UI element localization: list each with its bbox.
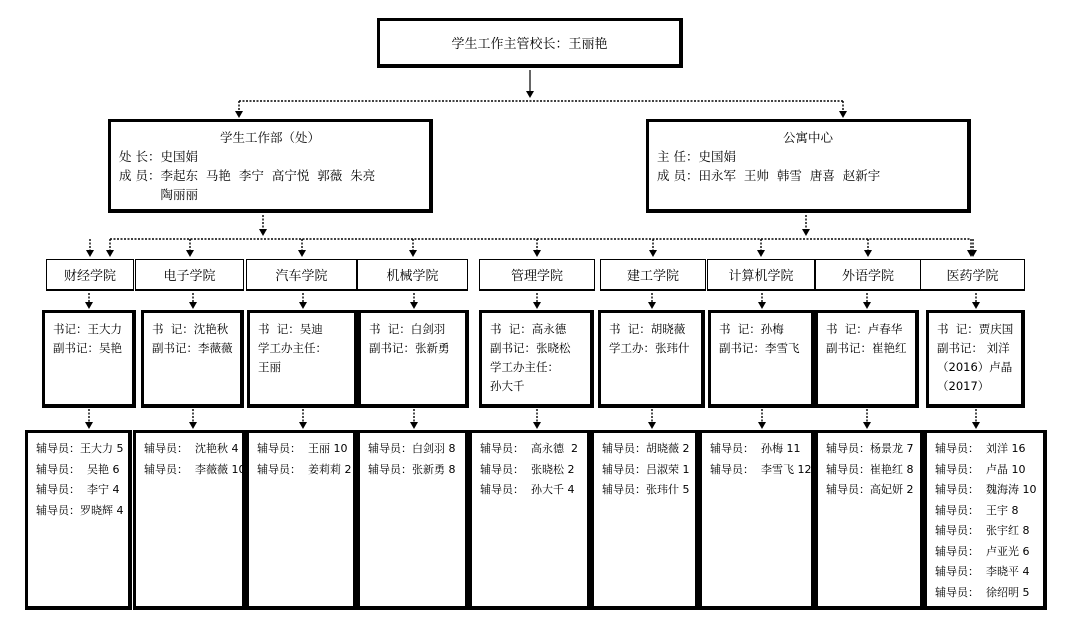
secretary-line: 书 记：卢春华: [826, 322, 903, 336]
arrowhead: [758, 422, 766, 429]
arrowhead: [649, 250, 657, 257]
student-affairs-members-line1: 李起东 马艳 李宁 高宁悦 郭薇 朱亮: [160, 168, 376, 183]
college-name: 财经学院: [63, 269, 116, 284]
counselor-line: 辅导员：张新勇 8: [368, 462, 456, 476]
counselor-line: 辅导员： 孙大千 4: [480, 483, 575, 496]
arrowhead: [533, 302, 541, 309]
college-counselor-box: [25, 430, 132, 610]
college-name-box: [135, 259, 244, 291]
apartment-center-head-label: 主 任：: [657, 149, 699, 164]
college-name-box: [920, 259, 1025, 291]
counselor-line: 辅导员： 魏海涛 10: [935, 483, 1037, 496]
college-name-box: [600, 259, 706, 291]
student-affairs-head-label: 处 长：: [119, 149, 161, 164]
secretary-line: 副书记：崔艳红: [826, 341, 907, 355]
arrowhead: [410, 302, 418, 309]
secretary-line: 学工办主任：: [258, 341, 327, 355]
principal-text: 学生工作主管校长：王丽艳: [451, 37, 608, 52]
apartment-center-members: 田永军 王帅 韩雪 唐喜 赵新宇: [698, 168, 881, 183]
arrowhead: [186, 250, 194, 257]
secretary-line: 副书记：张晓松: [490, 341, 571, 355]
secretary-line: 副书记：吴艳: [53, 341, 122, 355]
student-affairs-head: 史国娟: [160, 149, 198, 164]
secretary-line: 学工办：张玮什: [609, 341, 690, 355]
college-counselor-box: [591, 430, 699, 610]
college-name-box: [46, 259, 134, 291]
counselor-line: 辅导员： 李雪飞 12: [710, 462, 812, 476]
secretary-line: 王丽: [258, 360, 281, 374]
counselor-line: 辅导员：白剑羽 8: [368, 442, 456, 455]
college-name-box: [357, 259, 468, 291]
counselor-line: 辅导员： 高永德 2: [480, 442, 578, 455]
secretary-line: 副书记：李雪飞: [719, 341, 800, 355]
counselor-line: 辅导员： 吴艳 6: [36, 462, 120, 476]
counselor-line: 辅导员： 刘洋 16: [935, 442, 1026, 455]
college-counselor-box: [469, 430, 591, 610]
counselor-line: 辅导员： 卢晶 10: [935, 462, 1026, 476]
principal-box: [377, 18, 683, 68]
arrowhead: [533, 422, 541, 429]
counselor-line: 辅导员： 王丽 10: [257, 442, 348, 455]
counselor-line: 辅导员：罗晓辉 4: [36, 503, 124, 517]
counselor-line: 辅导员： 张宇红 8: [935, 524, 1030, 537]
arrowhead: [189, 302, 197, 309]
college-name-box: [479, 259, 595, 291]
college-secretary-box: [247, 310, 358, 408]
counselor-line: 辅导员：杨景龙 7: [826, 442, 914, 455]
arrowhead: [298, 250, 306, 257]
counselor-line: 辅导员： 张晓松 2: [480, 462, 575, 476]
secretary-line: 书 记：白剑羽: [369, 322, 446, 336]
college-name-box: [815, 259, 921, 291]
college-secretary-box: [708, 310, 815, 408]
arrowhead: [757, 250, 765, 257]
college-counselor-box: [357, 430, 469, 610]
college-secretary-box: [42, 310, 136, 408]
secretary-line: 书 记：贾庆国: [937, 322, 1014, 336]
arrowhead: [972, 302, 980, 309]
counselor-line: 辅导员： 徐绍明 5: [935, 585, 1030, 599]
college-name-box: [246, 259, 357, 291]
arrowhead: [235, 111, 243, 118]
arrowhead: [863, 302, 871, 309]
college-name: 汽车学院: [275, 269, 328, 284]
secretary-line: 副书记：李薇薇: [152, 341, 233, 355]
arrowhead: [863, 422, 871, 429]
arrowhead: [410, 422, 418, 429]
counselor-line: 辅导员：王大力 5: [36, 442, 124, 455]
college-name: 医药学院: [946, 269, 999, 284]
arrowhead: [409, 250, 417, 257]
student-affairs-box: [108, 119, 433, 213]
secretary-line: 书 记：高永德: [490, 322, 567, 336]
secretary-line: （2017）: [937, 379, 990, 393]
student-affairs-members-label: 成 员：: [119, 168, 161, 183]
secretary-line: （2016）卢晶: [937, 360, 1013, 374]
counselor-line: 辅导员： 孙梅 11: [710, 442, 801, 455]
counselor-line: 辅导员：张玮什 5: [602, 483, 690, 496]
college-counselor-box: [699, 430, 815, 610]
college-secretary-box: [141, 310, 244, 408]
college-secretary-box: [358, 310, 469, 408]
counselor-line: 辅导员： 李晓平 4: [935, 565, 1030, 578]
student-affairs-members-line2: 陶丽丽: [160, 187, 198, 202]
secretary-line: 学工办主任：: [490, 360, 559, 374]
secretary-line: 书 记：孙梅: [719, 322, 784, 336]
secretary-line: 副书记：张新勇: [369, 341, 450, 355]
student-affairs-title: 学生工作部（处）: [219, 130, 320, 145]
college-counselor-box: [246, 430, 357, 610]
secretary-line: 书 记：吴迪: [258, 322, 323, 336]
counselor-line: 辅导员： 卢亚光 6: [935, 544, 1030, 558]
arrowhead: [839, 111, 847, 118]
college-name: 管理学院: [510, 269, 563, 284]
college-secretary-box: [479, 310, 594, 408]
secretary-line: 书 记：胡晓薇: [609, 322, 686, 336]
counselor-line: 辅导员：高妃妍 2: [826, 483, 914, 496]
apartment-center-title: 公寓中心: [782, 130, 833, 145]
college-counselor-box: [133, 430, 246, 610]
arrowhead: [299, 422, 307, 429]
counselor-line: 辅导员： 王宇 8: [935, 503, 1019, 517]
arrowhead: [86, 250, 94, 257]
counselor-line: 辅导员： 李薇薇 10: [144, 462, 246, 476]
counselor-line: 辅导员：崔艳红 8: [826, 462, 914, 476]
secretary-line: 副书记： 刘洋: [937, 341, 1010, 355]
counselor-line: 辅导员： 姜莉莉 2: [257, 462, 352, 476]
arrowhead: [864, 250, 872, 257]
secretary-line: 书 记：沈艳秋: [152, 322, 229, 336]
college-counselor-box: [815, 430, 924, 610]
secretary-line: 书记：王大力: [53, 322, 122, 336]
arrowhead: [85, 422, 93, 429]
college-counselor-box: [924, 430, 1047, 610]
counselor-line: 辅导员： 沈艳秋 4: [144, 442, 239, 455]
college-secretary-box: [926, 310, 1025, 408]
college-secretary-box: [815, 310, 919, 408]
arrowhead: [648, 302, 656, 309]
arrowhead: [758, 302, 766, 309]
apartment-center-head: 史国娟: [698, 149, 736, 164]
arrowhead: [533, 250, 541, 257]
arrowhead: [85, 302, 93, 309]
college-name: 机械学院: [386, 269, 439, 284]
college-name: 电子学院: [163, 269, 216, 284]
apartment-center-box: [646, 119, 971, 213]
secretary-line: 孙大千: [490, 379, 525, 393]
arrowhead: [189, 422, 197, 429]
arrowhead: [259, 229, 267, 236]
arrowhead: [802, 229, 810, 236]
apartment-center-members-label: 成 员：: [657, 168, 699, 183]
counselor-line: 辅导员： 李宁 4: [36, 483, 120, 496]
college-name: 计算机学院: [728, 269, 794, 284]
college-secretary-box: [598, 310, 705, 408]
arrowhead: [106, 250, 114, 257]
counselor-line: 辅导员：吕淑荣 1: [602, 462, 690, 476]
arrowhead: [526, 91, 534, 98]
arrowhead: [299, 302, 307, 309]
college-name: 外语学院: [841, 269, 894, 284]
arrowhead: [648, 422, 656, 429]
college-name-box: [707, 259, 815, 291]
counselor-line: 辅导员：胡晓薇 2: [602, 442, 690, 455]
arrowhead: [972, 422, 980, 429]
college-name: 建工学院: [626, 269, 679, 284]
